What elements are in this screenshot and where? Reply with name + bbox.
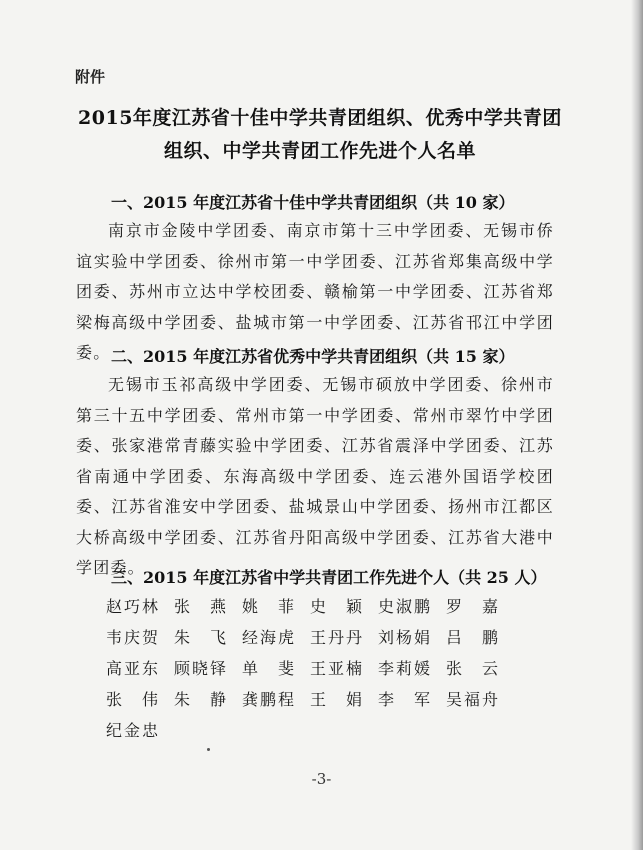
person-name: 吴福舟	[446, 690, 501, 709]
section-2-heading: 二、2015 年度江苏省优秀中学共青团组织（共 15 家）	[111, 347, 515, 366]
name-row	[106, 683, 546, 714]
person-name: 吕 鹏	[446, 628, 501, 647]
person-name: 李莉媛	[378, 659, 433, 678]
person-name: 纪金忠	[106, 721, 161, 740]
section-1-body: 南京市金陵中学团委、南京市第十三中学团委、无锡市侨谊实验中学团委、徐州市第一中学团委、江苏省郑集高级中学团委、苏州市立达中学校团委、赣榆第一中学团委、江苏省郑梁梅高级中学团委、盐城市第一中学团委、江苏省邗江中学团委。	[76, 221, 554, 362]
attachment-label: 附件	[75, 68, 106, 86]
name-row	[106, 590, 546, 621]
person-name: 朱 静	[174, 690, 229, 709]
person-name: 罗 嘉	[446, 597, 501, 616]
person-name: 李 军	[378, 690, 433, 709]
person-name: 单 斐	[242, 659, 297, 678]
person-name: 王 娟	[310, 690, 365, 709]
person-name: 姚 菲	[242, 597, 297, 616]
name-row	[106, 621, 546, 652]
person-name: 史淑鹏	[378, 597, 433, 616]
person-name: 张 燕	[174, 597, 229, 616]
person-name: 顾晓铎	[174, 659, 229, 678]
person-name: 赵巧林	[106, 597, 161, 616]
page-edge-shadow	[631, 0, 643, 850]
person-name: 韦庆贺	[106, 628, 161, 647]
section-1-heading: 一、2015 年度江苏省十佳中学共青团组织（共 10 家）	[111, 193, 515, 212]
person-name: 高亚东	[106, 659, 161, 678]
name-row	[106, 714, 546, 745]
person-name: 王亚楠	[310, 659, 365, 678]
person-name: 朱 飞	[174, 628, 229, 647]
individuals-name-list	[106, 590, 546, 745]
person-name: 史 颖	[310, 597, 365, 616]
section-3-heading: 三、2015 年度江苏省中学共青团工作先进个人（共 25 人）	[111, 568, 547, 587]
section-2-body: 无锡市玉祁高级中学团委、无锡市硕放中学团委、徐州市第三十五中学团委、常州市第一中学团委、常州市翠竹中学团委、张家港常青藤实验中学团委、江苏省震泽中学团委、江苏省南通中学团委、东海高级中学团委、连云港外国语学校团委、江苏省淮安中学团委、盐城景山中学团委、扬州市江都区大桥高级中学团委、江苏省丹阳高级中学团委、江苏省大港中学团委。	[76, 375, 554, 577]
person-name: 王丹丹	[310, 628, 365, 647]
page-number: -3-	[311, 770, 332, 788]
person-name: 张 云	[446, 659, 501, 678]
document-title-line-1: 2015年度江苏省十佳中学共青团组织、优秀中学共青团	[78, 107, 562, 129]
person-name: 张 伟	[106, 690, 161, 709]
person-name: 经海虎	[242, 628, 297, 647]
document-title-line-2: 组织、中学共青团工作先进个人名单	[163, 140, 476, 162]
scan-speck	[207, 748, 210, 751]
person-name: 刘杨娟	[378, 628, 433, 647]
name-row	[106, 652, 546, 683]
person-name: 龚鹏程	[242, 690, 297, 709]
